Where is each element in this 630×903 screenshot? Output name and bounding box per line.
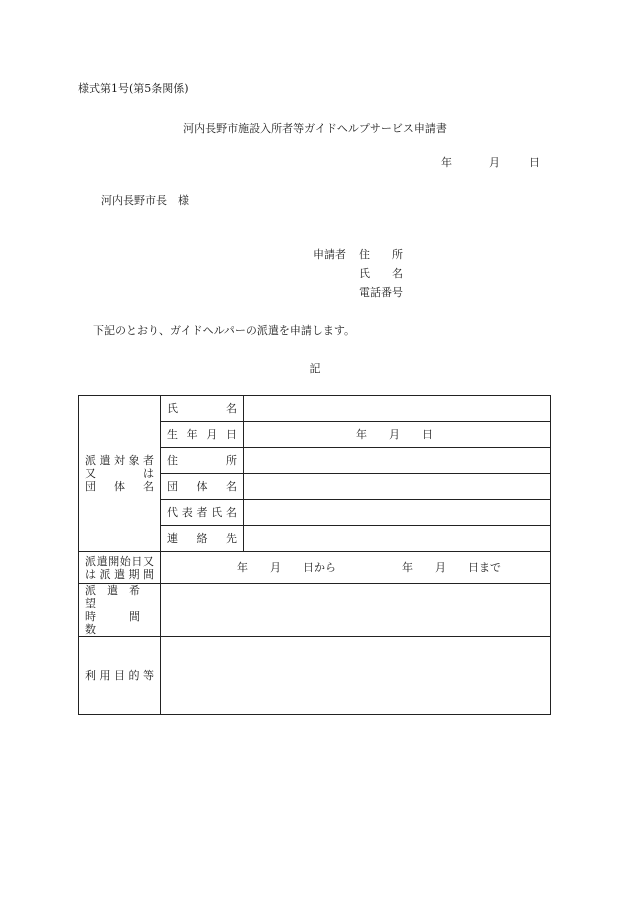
representative-label: 代表者氏名 [167,506,237,519]
purpose-label-cell [79,637,161,715]
name-label-cell [161,396,244,422]
date-year: 年 [441,156,452,169]
intro-text: 下記のとおり、ガイドヘルパーの派遣を申請します。 [93,324,356,337]
birthdate-label-cell [161,422,244,448]
period-label-line-2: は派遣期間 [85,567,154,581]
period-to: 年 月 日まで [402,561,501,574]
applicant-label: 申請者 [313,248,346,261]
applicant-phone-label: 電話番号 [359,286,403,299]
purpose-field[interactable] [161,637,551,715]
period-field[interactable] [161,552,551,584]
purpose-label: 利用目的等 [85,669,154,682]
form-title: 河内長野市施設入所者等ガイドヘルプサービス申請書 [183,122,447,135]
address-label-cell [161,448,244,474]
group-name-label: 団 体 名 [167,480,237,493]
representative-field[interactable] [244,500,551,526]
form-number: 様式第1号(第5条関係) [78,82,189,95]
address-label: 住 所 [167,454,237,467]
contact-field[interactable] [244,526,551,552]
representative-label-cell [161,500,244,526]
applicant-block [313,248,433,302]
applicant-address-label: 住 所 [359,248,403,261]
contact-label: 連 絡 先 [167,532,237,545]
name-label: 氏 名 [167,402,237,415]
target-label-line-1: 派遣対象者 [85,454,154,467]
target-label-line-2: 又 は [85,467,154,480]
address-field[interactable] [244,448,551,474]
hours-field[interactable] [161,584,551,637]
ki-heading: 記 [309,362,321,375]
birthdate-field[interactable] [244,422,551,448]
target-group-label [79,396,161,552]
birthdate-value: 年 月 日 [356,428,433,441]
hours-label-line-2: 時 間 数 [85,610,173,636]
contact-label-cell [161,526,244,552]
hours-label-cell [79,584,173,637]
date-month: 月 [489,156,500,169]
application-table [78,395,551,715]
period-from: 年 月 日から [237,561,336,574]
birthdate-label: 生年月日 [167,428,237,441]
applicant-name-label: 氏 名 [359,267,403,280]
addressee: 河内長野市長 様 [101,194,189,207]
name-field[interactable] [244,396,551,422]
period-label-line-1: 派遣開始日又 [85,554,154,568]
target-label-line-3: 団 体 名 [85,480,154,493]
period-label-cell [79,552,161,584]
hours-label-line-1: 派 遣 希 望 [85,584,151,610]
group-name-label-cell [161,474,244,500]
group-name-field[interactable] [244,474,551,500]
date-day: 日 [529,156,540,169]
application-date [441,156,540,170]
